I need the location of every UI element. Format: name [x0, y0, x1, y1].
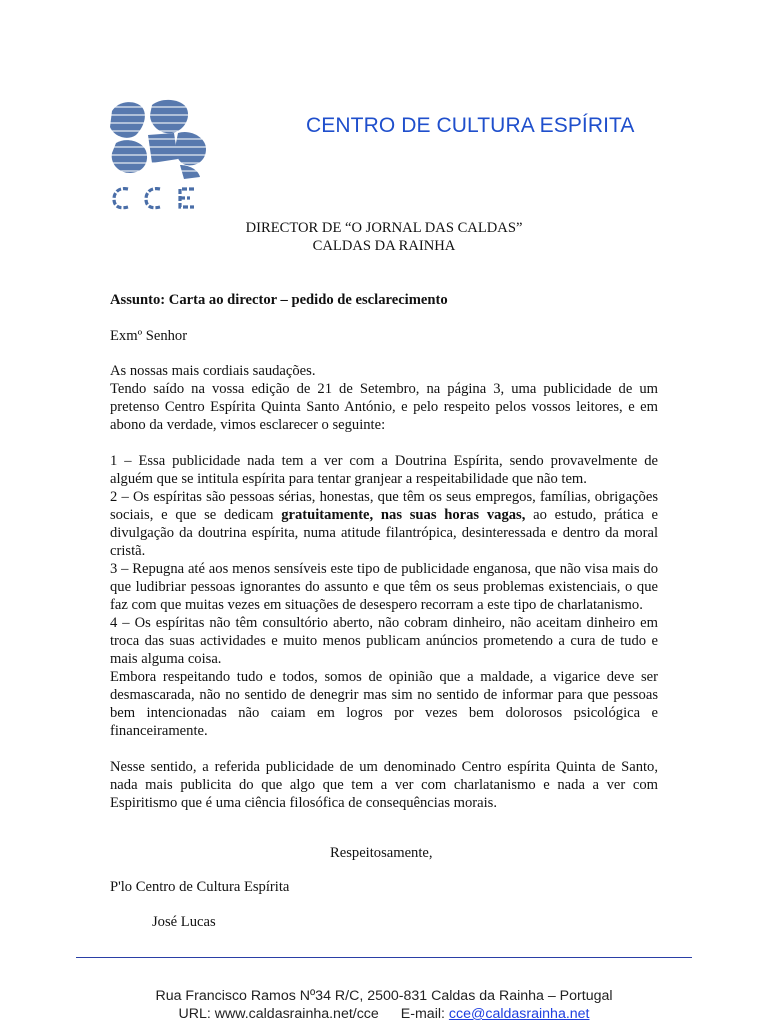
- point-paragraph: 3 – Repugna até aos menos sensíveis este tipo de publicidade enganosa, que não visa mais do que ludibriar pessoas ignorantes do assunto e que têm os seus problemas existenciais, o que faz com que muitas vezes em situações de desespero recorram a este tipo de charlatanismo.: [110, 561, 658, 613]
- point-text: ao estudo, prática e divulgação da doutrina espírita, numa atitude filantrópica, desinteressada e dentro da moral cristã.: [110, 507, 659, 559]
- subject-line: Assunto: Carta ao director – pedido de esclarecimento: [110, 292, 448, 308]
- footer-email-label: E-mail:: [400, 1006, 445, 1022]
- footer-contact: [0, 1005, 768, 1023]
- point-emphasis: gratuitamente, nas suas horas vagas,: [281, 507, 526, 523]
- footer-divider: [76, 957, 692, 958]
- footer-address: Rua Francisco Ramos Nº34 R/C, 2500-831 Caldas da Rainha – Portugal: [155, 988, 613, 1004]
- intro-paragraph: Tendo saído na vossa edição de 21 de Setembro, na página 3, uma publicidade de um pretenso Centro Espírita Quinta Santo António, e pelo respeito pelos vossos leitores, e em abono da verdade, vimos esclarecer o seguinte:: [110, 381, 658, 433]
- point-paragraph: 4 – Os espíritas não têm consultório aberto, não cobram dinheiro, não aceitam dinheiro em troca das suas actividades e muito menos publicam anúncios prometendo a cura de tudo e mais alguma coisa.: [110, 615, 658, 667]
- recipient-line: DIRECTOR DE “O JORNAL DAS CALDAS”: [245, 220, 523, 236]
- signer-name: José Lucas: [152, 914, 216, 930]
- recipient-line: CALDAS DA RAINHA: [312, 238, 456, 254]
- point-paragraph: 1 – Essa publicidade nada tem a ver com a Doutrina Espírita, sendo provavelmente de alguém que se intitula espírita para tentar granjear a respeitabilidade que não tem.: [110, 453, 658, 487]
- letter-body: [110, 362, 658, 812]
- on-behalf-line: P'lo Centro de Cultura Espírita: [110, 879, 290, 895]
- respect-paragraph: Embora respeitando tudo e todos, somos de opinião que a maldade, a vigarice deve ser desmascarada, não no sentido de denegrir mas sim no sentido de informar para que pessoas bem intencionadas não caiam em logros por vezes bem dolorosos psicológica e financeiramente.: [110, 669, 658, 739]
- conclusion-paragraph: Nesse sentido, a referida publicidade de um denominado Centro espírita Quinta de Santo, nada mais publicita do que algo que tem a ver com charlatanismo e nada a ver com Espiritismo que é uma ciência filosófica de consequências morais.: [110, 759, 658, 811]
- organization-title: CENTRO DE CULTURA ESPÍRITA: [306, 114, 635, 137]
- recipient-block: [0, 219, 768, 255]
- salutation: Exmº Senhor: [110, 328, 188, 344]
- point-paragraph: [110, 488, 658, 560]
- closing: Respeitosamente,: [330, 845, 433, 861]
- footer-email-link[interactable]: cce@caldasrainha.net: [448, 1006, 590, 1022]
- footer-url[interactable]: URL: www.caldasrainha.net/cce: [178, 1006, 379, 1022]
- cce-logo-icon: [108, 97, 210, 213]
- footer: [0, 987, 768, 1023]
- point-text: 2 – Os espíritas são pessoas sérias, honestas, que têm os seus empregos, famílias, obrigações sociais, e que se dedicam: [110, 489, 658, 523]
- greeting-paragraph: As nossas mais cordiais saudações.: [110, 363, 316, 379]
